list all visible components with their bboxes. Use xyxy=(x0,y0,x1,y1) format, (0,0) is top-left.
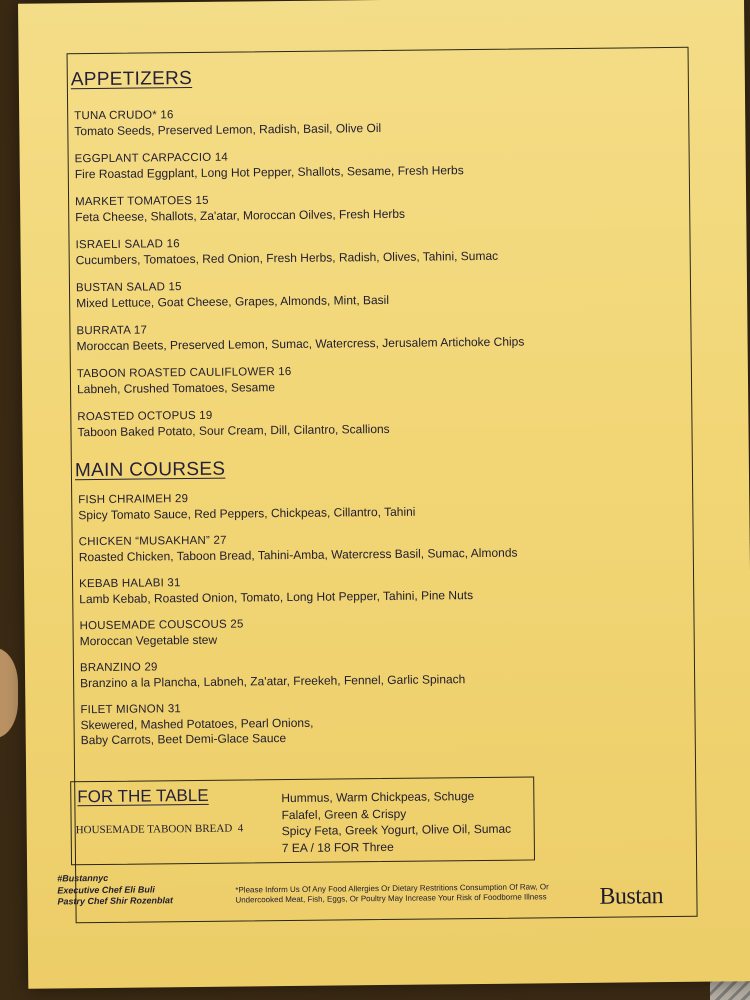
pastry-chef: Pastry Chef Shir Rozenblat xyxy=(57,895,173,907)
item-description: Skewered, Mashed Potatoes, Pearl Onions, xyxy=(80,715,314,733)
menu-item xyxy=(80,697,680,748)
item-price: 29 xyxy=(174,493,189,506)
bread-item xyxy=(76,822,244,836)
table-item-name: Spicy Feta, xyxy=(281,823,342,839)
item-description: Branzino a la Plancha, Labneh, Za'atar, Freekeh, Fennel, Garlic Spinach xyxy=(80,672,466,691)
table-pricing: 7 EA / 18 FOR Three xyxy=(281,839,394,855)
hand-holding-menu xyxy=(0,648,18,738)
item-description: Moroccan Vegetable stew xyxy=(79,632,218,649)
menu-item xyxy=(75,146,675,195)
menu-item xyxy=(79,529,679,577)
table-item xyxy=(282,821,512,840)
item-description: Taboon Baked Potato, Sour Cream, Dill, Cilantro, Scallions xyxy=(77,421,390,440)
item-description: Tomato Seeds, Preserved Lemon, Radish, Basil, Olive Oil xyxy=(74,121,382,139)
item-description: Cucumbers, Tomatoes, Red Onion, Fresh Herbs, Radish, Olives, Tahini, Sumac xyxy=(75,248,499,268)
item-name: TABOON ROASTED CAULIFLOWER xyxy=(76,366,275,381)
item-description: Fire Roastad Eggplant, Long Hot Pepper, Shallots, Sesame, Fresh Herbs xyxy=(74,163,464,182)
table-item-description: Warm Chickpeas, Schuge xyxy=(335,789,475,805)
item-name: KEBAB HALABI xyxy=(79,577,165,591)
menu-item xyxy=(76,318,676,367)
appetizers-list xyxy=(74,103,678,453)
item-name: TUNA CRUDO* xyxy=(74,109,157,123)
menu-item xyxy=(75,232,675,281)
item-name: HOUSEMADE COUSCOUS xyxy=(79,618,227,633)
bread-price: 4 xyxy=(237,822,244,835)
footer-credits xyxy=(57,872,173,908)
item-name: CHICKEN “MUSAKHAN” xyxy=(78,534,211,549)
item-description: Roasted Chicken, Taboon Bread, Tahini-Amba, Watercress Basil, Sumac, Almonds xyxy=(78,545,518,565)
item-price: 17 xyxy=(133,324,148,337)
menu-item xyxy=(79,613,679,661)
bustan-logo: Bustan xyxy=(599,883,664,910)
menu-item xyxy=(75,189,675,238)
item-price: 16 xyxy=(160,109,174,122)
item-description: Lamb Kebab, Roasted Onion, Tomato, Long Hot Pepper, Tahini, Pine Nuts xyxy=(79,588,474,607)
item-name: EGGPLANT CARPACCIO xyxy=(74,151,212,166)
item-name: FISH CHRAIMEH xyxy=(78,493,172,507)
item-price: 29 xyxy=(144,661,158,674)
item-price: 25 xyxy=(230,618,244,631)
executive-chef: Executive Chef Eli Buli xyxy=(57,883,155,895)
item-name: FILET MIGNON xyxy=(80,703,165,717)
hashtag: #Bustannyc xyxy=(57,872,109,884)
table-item-description: Greek Yogurt, Olive Oil, Sumac xyxy=(344,821,512,838)
appetizers-heading: APPETIZERS xyxy=(70,67,193,91)
menu-item xyxy=(80,655,680,703)
item-description: Mixed Lettuce, Goat Cheese, Grapes, Almonds, Mint, Basil xyxy=(76,292,390,311)
main-courses-heading: MAIN COURSES xyxy=(74,458,226,482)
item-price: 31 xyxy=(167,577,181,590)
menu-sheet xyxy=(18,0,750,989)
item-price: 14 xyxy=(214,151,229,164)
menu-item xyxy=(77,404,677,453)
item-price: 19 xyxy=(199,409,213,422)
menu-item xyxy=(79,571,679,619)
item-name: BUSTAN SALAD xyxy=(75,281,166,295)
item-name: MARKET TOMATOES xyxy=(75,194,193,209)
table-item-name: Falafel, xyxy=(281,807,321,822)
item-description: Moroccan Beets, Preserved Lemon, Sumac, Watercress, Jerusalem Artichoke Chips xyxy=(76,334,525,354)
for-the-table-heading: FOR THE TABLE xyxy=(77,785,209,807)
allergy-disclaimer: *Please Inform Us Of Any Food Allergies Or Dietary Restritions Consumption Of Raw, Or Undercooked Meat, Fish, Eggs, Or Poultry May Increase Your Risk of Foodborne Illness xyxy=(235,882,549,905)
item-description: Feta Cheese, Shallots, Za'atar, Moroccan Oilves, Fresh Herbs xyxy=(75,206,406,225)
for-the-table-list xyxy=(281,788,511,856)
item-price: 16 xyxy=(278,365,292,379)
item-price: 16 xyxy=(166,238,180,251)
item-price: 27 xyxy=(213,534,227,547)
for-the-table-box xyxy=(70,776,535,865)
menu-item xyxy=(76,275,676,324)
bread-name: HOUSEMADE TABOON BREAD xyxy=(75,822,233,837)
main-courses-list xyxy=(78,487,681,748)
item-name: BRANZINO xyxy=(79,661,142,675)
item-name: ROASTED OCTOPUS xyxy=(77,409,196,424)
item-description: Labneh, Crushed Tomatoes, Sesame xyxy=(76,380,276,397)
item-price: 15 xyxy=(195,194,209,207)
item-price: 15 xyxy=(168,281,182,294)
item-name: BURRATA xyxy=(76,324,131,338)
item-description-line-2: Baby Carrots, Beet Demi-Glace Sauce xyxy=(80,731,287,748)
item-description: Spicy Tomato Sauce, Red Peppers, Chickpeas, Cillantro, Tahini xyxy=(78,504,416,523)
item-price: 31 xyxy=(167,703,182,716)
table-item-name: Hummus, xyxy=(281,790,333,806)
menu-item xyxy=(77,361,677,410)
menu-item xyxy=(74,103,674,152)
menu-item xyxy=(78,487,678,535)
item-name: ISRAELI SALAD xyxy=(75,238,164,252)
table-item-description: Green & Crispy xyxy=(324,806,407,822)
